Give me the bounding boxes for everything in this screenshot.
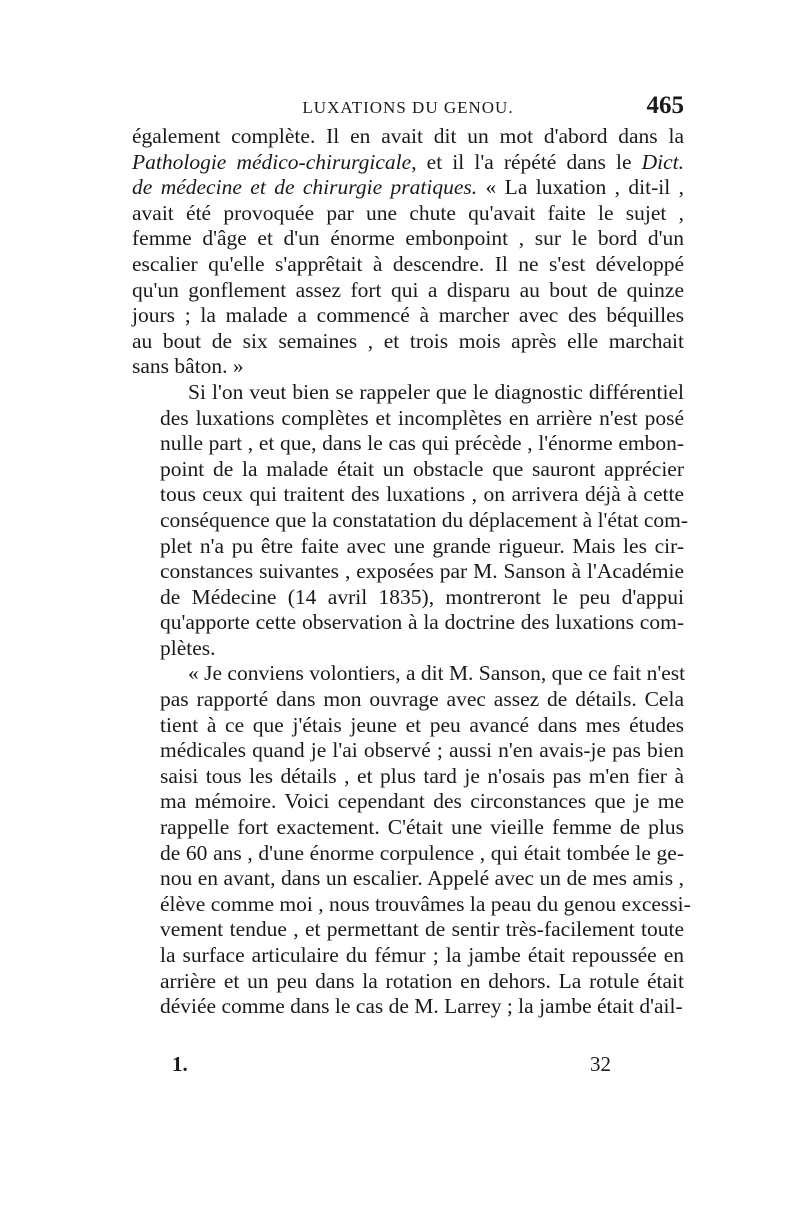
- text-line: [132, 354, 684, 380]
- text-line: [132, 507, 689, 534]
- text-line: [132, 661, 684, 687]
- text-segment: la surface articulaire du fémur ; la jambe était repoussée en: [160, 943, 684, 967]
- text-line: [132, 534, 684, 560]
- text-line: [132, 815, 684, 841]
- text-segment: déviée comme dans le cas de M. Larrey ; la jambe était d'ail-: [160, 994, 683, 1019]
- text-segment: ma mémoire. Voici cependant des circonstances que je me: [160, 789, 684, 814]
- italic-text: de médecine et de chirurgie pratiques.: [132, 175, 478, 200]
- text-segment: tient à ce que j'étais jeune et peu avancé dans mes études: [160, 712, 684, 737]
- text-segment: sans bâton. »: [132, 354, 244, 379]
- paragraph: [132, 661, 691, 1019]
- text-segment: qu'apporte cette observation à la doctrine des luxations com-: [160, 610, 684, 635]
- text-segment: saisi tous les détails , et plus tard je n'osais pas m'en fier à: [160, 763, 684, 788]
- text-line: [132, 406, 684, 432]
- signature-mark: 1.: [172, 1052, 188, 1076]
- text-line: [132, 150, 684, 176]
- text-segment: point de la malade était un obstacle que sauront apprécier: [160, 456, 684, 481]
- text-line: [132, 175, 684, 201]
- text-line: [132, 124, 684, 150]
- running-head: [132, 92, 684, 122]
- text-segment: pas rapporté dans mon ouvrage avec assez de détails. Cela: [160, 687, 684, 712]
- text-segment: de 60 ans , d'une énorme corpulence , qui était tombée le ge-: [160, 840, 684, 865]
- paragraph: [132, 379, 689, 662]
- text-line: [132, 482, 684, 508]
- text-line: [132, 380, 684, 406]
- text-line: [132, 713, 684, 739]
- text-line: [132, 764, 684, 790]
- text-line: [132, 201, 684, 227]
- text-line: [132, 917, 684, 943]
- text-line: [132, 559, 684, 585]
- text-line: [132, 457, 684, 483]
- text-line: [132, 610, 684, 636]
- italic-text: Dict.: [641, 149, 684, 174]
- text-segment: vement tendue , et permettant de sentir très-facilement toute: [160, 917, 684, 942]
- text-line: [132, 994, 684, 1020]
- text-segment: constances suivantes , exposées par M. Sanson à l'Académie: [160, 559, 684, 584]
- text-line: [132, 636, 684, 662]
- text-segment: Si l'on veut bien se rappeler que le diagnostic différentiel: [188, 379, 684, 404]
- body-text: [132, 124, 691, 1020]
- text-segment: escalier qu'elle s'apprêtait à descendre. Il ne s'est développé: [132, 251, 684, 276]
- text-segment: avait été provoquée par une chute qu'avait faite le sujet ,: [132, 200, 684, 225]
- text-segment: des luxations complètes et incomplètes en arrière n'est posé: [160, 405, 684, 430]
- text-segment: de Médecine (14 avril 1835), montreront le peu d'appui: [160, 584, 684, 609]
- text-line: [132, 329, 684, 355]
- text-segment: tous ceux qui traitent des luxations , on arrivera déjà à cette: [160, 482, 684, 507]
- text-segment: « La luxation , dit-il ,: [477, 175, 684, 200]
- page-number: 465: [646, 92, 684, 119]
- text-line: [132, 789, 684, 815]
- text-line: [132, 252, 684, 278]
- text-line: [132, 278, 684, 304]
- text-line: [132, 841, 684, 867]
- text-line: [132, 866, 684, 892]
- text-segment: femme d'âge et d'un énorme embonpoint , sur le bord d'un: [132, 226, 684, 251]
- page-footer: [132, 1052, 684, 1082]
- text-segment: rappelle fort exactement. C'était une vieille femme de plus: [160, 815, 684, 840]
- text-line: [132, 687, 684, 713]
- text-segment: également complète. Il en avait dit un mot d'abord dans la: [132, 124, 684, 148]
- text-segment: médicales quand je l'ai observé ; aussi n'en avais-je pas bien: [160, 738, 684, 763]
- text-line: [132, 303, 684, 329]
- text-segment: plet n'a pu être faite avec une grande rigueur. Mais les cir-: [160, 533, 684, 558]
- paragraph: [132, 124, 684, 380]
- text-segment: conséquence que la constatation du déplacement à l'état com-: [160, 507, 689, 532]
- text-line: [132, 969, 684, 995]
- text-line: [132, 943, 684, 969]
- text-segment: au bout de six semaines , et trois mois après elle marchait: [132, 328, 684, 353]
- text-segment: jours ; la malade a commencé à marcher avec des béquilles: [132, 303, 684, 328]
- text-line: [132, 226, 684, 252]
- text-line: [132, 431, 684, 457]
- text-segment: arrière et un peu dans la rotation en dehors. La rotule était: [160, 968, 684, 993]
- text-segment: nulle part , et que, dans le cas qui précède , l'énorme embon-: [160, 431, 684, 456]
- gathering-folio: 32: [590, 1052, 611, 1076]
- text-line: [132, 585, 684, 611]
- text-segment: élève comme moi , nous trouvâmes la peau du genou excessi-: [160, 891, 691, 916]
- text-segment: qu'un gonflement assez fort qui a disparu au bout de quinze: [132, 277, 684, 302]
- text-segment: nou en avant, dans un escalier. Appelé avec un de mes amis ,: [160, 866, 684, 891]
- running-title: LUXATIONS DU GENOU.: [302, 98, 514, 117]
- text-line: [132, 891, 691, 918]
- italic-text: Pathologie médico-chirurgicale: [132, 149, 412, 174]
- text-segment: « Je conviens volontiers, a dit M. Sanson, que ce fait n'est: [188, 661, 686, 686]
- text-line: [132, 738, 684, 764]
- text-segment: plètes.: [160, 635, 216, 660]
- text-segment: , et il l'a répété dans le: [411, 149, 642, 174]
